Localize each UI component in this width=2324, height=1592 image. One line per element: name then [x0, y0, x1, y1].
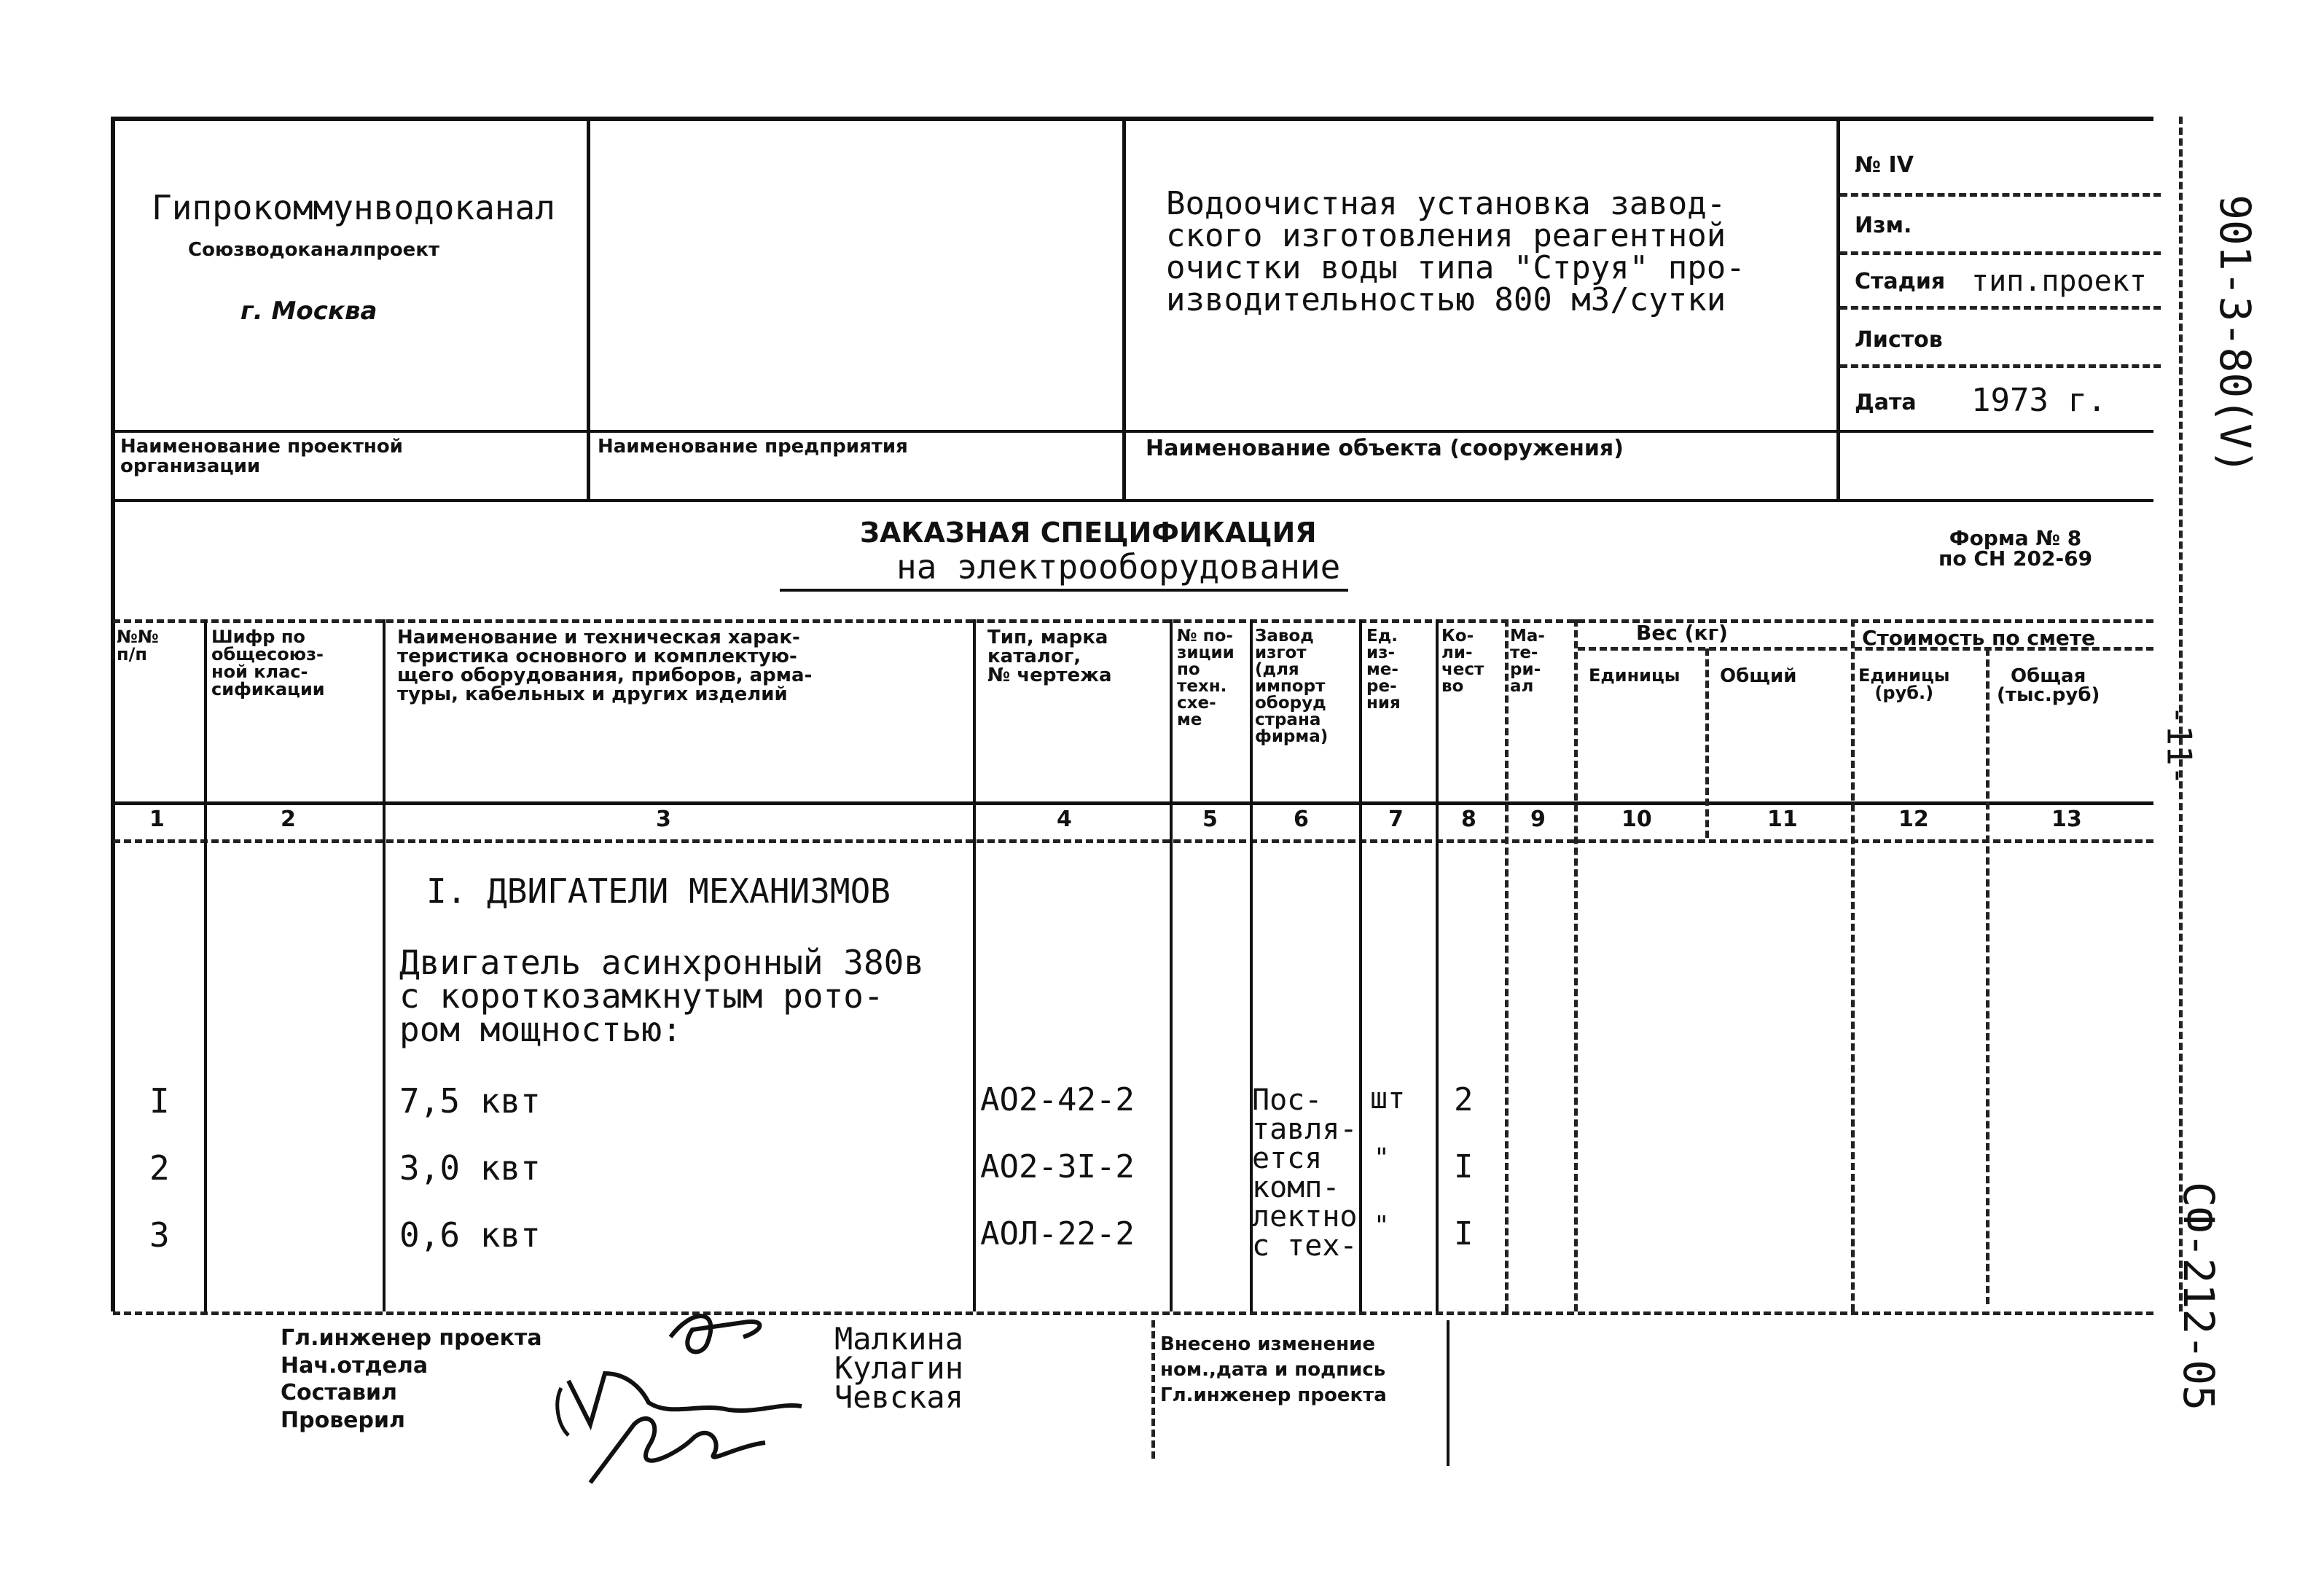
footer-names: Малкина Кулагин Чевская [834, 1321, 964, 1415]
footer-roles: Гл.инженер проекта Нач.отдела Составил Проверил [281, 1325, 542, 1433]
col-div-4 [1170, 619, 1173, 1311]
row-1-qty: 2 [1454, 1081, 1474, 1118]
col-div-8 [1505, 619, 1509, 1311]
row-1-type: АО2-42-2 [980, 1081, 1135, 1118]
table-bottom-line [113, 1311, 2153, 1315]
col-num-13: 13 [2051, 807, 2082, 832]
col-header-5: № по- зиции по техн. схе- ме [1177, 627, 1235, 729]
col-div-2 [383, 619, 386, 1311]
cost-group-header: Стоимость по смете [1862, 626, 2096, 650]
col-div-1 [204, 619, 207, 1311]
header-bottom-line [113, 499, 2153, 502]
col-div-12 [1986, 648, 1990, 1304]
col-header-7: Ед. из- ме- ре- ния [1366, 627, 1401, 713]
row-1-unit: шт [1370, 1082, 1406, 1115]
row-3-unit: " [1374, 1211, 1390, 1241]
stamp-stage-value: тип.проект [1971, 264, 2147, 298]
col-num-8: 8 [1461, 807, 1476, 832]
stamp-date-label: Дата [1855, 390, 1917, 415]
col-header-9: Ма- те- ри- ал [1510, 627, 1545, 696]
weight-group-line [1578, 647, 1847, 651]
side-page: -11- [2159, 705, 2199, 786]
stamp-sheets: Листов [1855, 327, 1943, 353]
col-num-1: 1 [149, 807, 165, 832]
spec-form: Форма № 8 по СН 202-69 [1938, 526, 2093, 570]
table-header-bottom [113, 801, 2153, 805]
col-div-10 [1705, 648, 1709, 838]
col-num-4: 4 [1057, 807, 1072, 832]
stamp-line-2 [1840, 251, 2161, 255]
stamp-date-value: 1973 г. [1971, 382, 2107, 419]
row-3-type: АОЛ-22-2 [980, 1215, 1135, 1252]
col-num-9: 9 [1530, 807, 1546, 832]
row-2-qty: I [1454, 1148, 1474, 1185]
row-1-num: I [149, 1081, 170, 1121]
divider-v2 [1122, 117, 1126, 499]
divider-v1 [587, 117, 590, 499]
col-header-2: Шифр по общесоюз- ной клас- сификации [211, 627, 325, 699]
side-code-top: 901-3-80(V) [2210, 194, 2261, 475]
enterprise-label: Наименование предприятия [598, 436, 908, 458]
row-3-name: 0,6 квт [399, 1215, 541, 1255]
stamp-line-4 [1840, 364, 2161, 368]
col-num-11: 11 [1767, 807, 1798, 832]
section-title: I. ДВИГАТЕЛИ МЕХАНИЗМОВ [426, 871, 891, 911]
col-header-8: Ко- ли- чест во [1441, 627, 1484, 696]
supplier-note: Пос- тавля- ется комп- лектно с тех- [1252, 1083, 1358, 1263]
col-num-3: 3 [656, 807, 671, 832]
row-2-type: АО2-3I-2 [980, 1148, 1135, 1185]
stamp-no: № IV [1855, 152, 1914, 178]
col-num-10: 10 [1621, 807, 1652, 832]
col-num-2: 2 [281, 807, 296, 832]
col-num-6: 6 [1294, 807, 1309, 832]
col-header-12: Единицы (руб.) [1858, 665, 1950, 703]
org-label: Наименование проектной организации [120, 436, 403, 478]
col-header-10: Единицы [1589, 665, 1681, 686]
org-city: г. Москва [240, 297, 377, 326]
spec-subtitle-underline [780, 589, 1348, 592]
col-header-3: Наименование и техническая харак- теристика основного и комплектую- щего оборудования, приборов, арма- туры, кабельных и других изделий [397, 627, 813, 705]
weight-group-header: Вес (кг) [1636, 621, 1728, 645]
table-numbers-bottom [113, 839, 2153, 843]
row-3-qty: I [1454, 1215, 1474, 1252]
frame-left [111, 117, 115, 1311]
spec-subtitle: на электрооборудование [896, 547, 1341, 587]
col-num-7: 7 [1388, 807, 1404, 832]
col-div-11 [1851, 619, 1855, 1311]
spec-title: ЗАКАЗНАЯ СПЕЦИФИКАЦИЯ [860, 517, 1317, 549]
signatures-image [525, 1279, 831, 1497]
col-div-9 [1574, 619, 1578, 1311]
row-2-name: 3,0 квт [399, 1148, 541, 1188]
stamp-stage-label: Стадия [1855, 269, 1946, 294]
col-div-3 [973, 619, 976, 1311]
col-div-6 [1359, 619, 1362, 1311]
col-header-6: Завод изгот (для импорт оборуд страна фирма) [1255, 627, 1329, 746]
section-intro: Двигатель асинхронный 380в с короткозамкнутым рото- ром мощностью: [399, 943, 925, 1049]
changes-text: Внесено изменение ном.,дата и подпись Гл.инженер проекта [1160, 1333, 1387, 1407]
frame-top [113, 117, 2153, 121]
col-div-7 [1436, 619, 1439, 1311]
col-header-4: Тип, марка каталог, № чертежа [987, 627, 1112, 686]
changes-box-right [1447, 1320, 1449, 1466]
table-top-line [113, 619, 2153, 623]
row-1-name: 7,5 квт [399, 1081, 541, 1121]
col-header-11: Общий [1720, 665, 1797, 687]
col-header-1: №№ п/п [117, 627, 159, 664]
row-2-num: 2 [149, 1148, 170, 1188]
side-code-bottom: СФ-212-05 [2174, 1181, 2224, 1411]
stamp-line-3 [1840, 306, 2161, 310]
col-header-13: Общая (тыс.руб) [1997, 665, 2100, 706]
changes-box-left [1151, 1320, 1155, 1459]
org-parent: Союзводоканалпроект [188, 239, 440, 261]
object-label: Наименование объекта (сооружения) [1146, 436, 1624, 461]
col-num-5: 5 [1202, 807, 1218, 832]
object-title: Водоочистная установка завод- ского изготовления реагентной очистки воды типа "Струя" про- изводительностью 800 м3/сутки [1166, 185, 1745, 318]
stamp-line-1 [1840, 193, 2161, 197]
row-2-unit: " [1374, 1143, 1390, 1173]
header-label-line [113, 430, 2153, 433]
stamp-izm: Изм. [1855, 213, 1912, 238]
row-3-num: 3 [149, 1215, 170, 1255]
col-num-12: 12 [1898, 807, 1929, 832]
org-name: Гипрокоммунводоканал [152, 188, 555, 227]
